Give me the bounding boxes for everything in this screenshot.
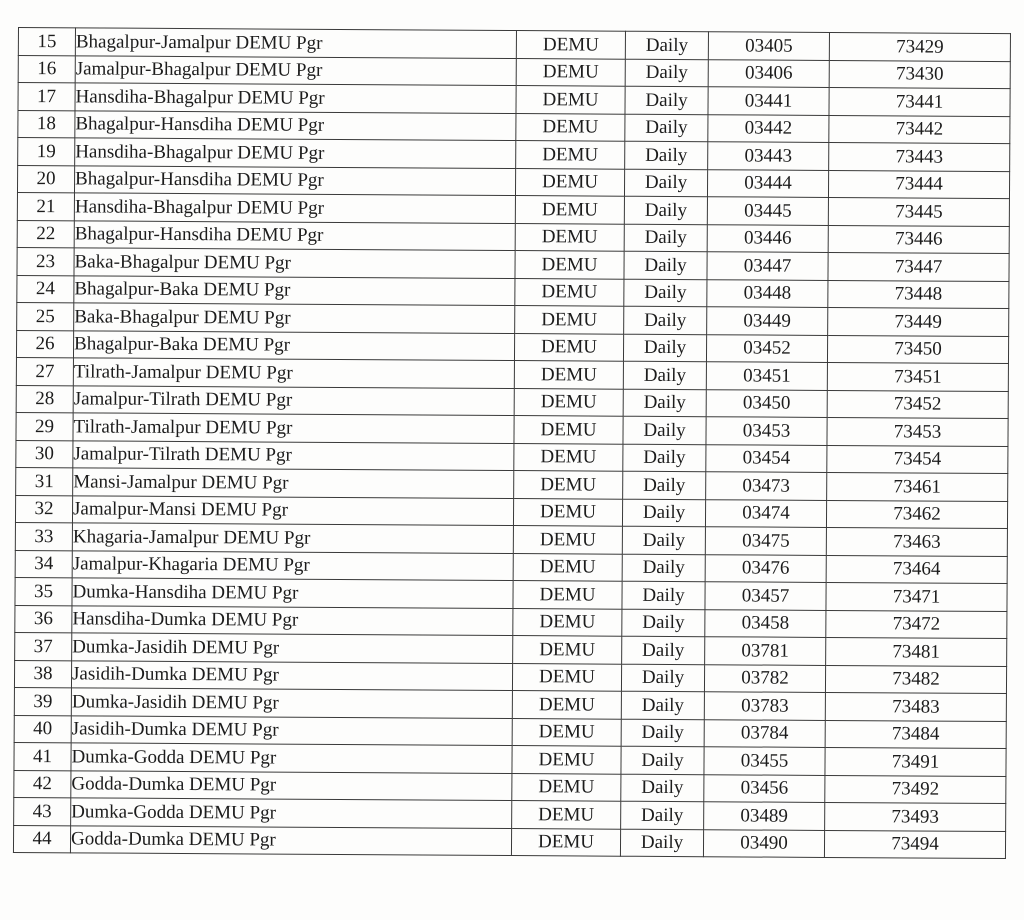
train-type-cell: DEMU xyxy=(512,746,621,774)
new-train-number-cell: 73463 xyxy=(826,527,1007,556)
train-type-cell: DEMU xyxy=(513,498,622,526)
frequency-cell: Daily xyxy=(624,279,707,307)
train-number-cell: 03475 xyxy=(705,527,826,555)
train-number-cell: 03443 xyxy=(708,142,829,170)
train-name-cell: Jasidih-Dumka DEMU Pgr xyxy=(71,660,512,690)
frequency-cell: Daily xyxy=(621,801,704,829)
train-number-cell: 03442 xyxy=(708,114,829,142)
train-type-cell: DEMU xyxy=(514,471,623,499)
train-type-cell: DEMU xyxy=(515,196,624,224)
train-number-cell: 03448 xyxy=(707,279,828,307)
table-body xyxy=(13,28,1010,859)
train-type-cell: DEMU xyxy=(516,86,625,114)
new-train-number-cell: 73491 xyxy=(825,747,1006,776)
train-type-cell: DEMU xyxy=(516,58,625,86)
train-type-cell: DEMU xyxy=(516,31,625,59)
train-number-cell: 03450 xyxy=(706,389,827,417)
frequency-cell: Daily xyxy=(623,389,706,417)
train-name-cell: Bhagalpur-Hansdiha DEMU Pgr xyxy=(74,165,515,195)
train-number-cell: 03458 xyxy=(705,609,826,637)
serial-number-cell: 42 xyxy=(14,770,71,798)
serial-number-cell: 17 xyxy=(18,83,75,111)
train-number-cell: 03451 xyxy=(706,362,827,390)
frequency-cell: Daily xyxy=(621,746,704,774)
train-type-cell: DEMU xyxy=(513,526,622,554)
serial-number-cell: 39 xyxy=(14,687,71,715)
train-name-cell: Baka-Bhagalpur DEMU Pgr xyxy=(74,248,515,278)
train-number-cell: 03781 xyxy=(705,637,826,665)
frequency-cell: Daily xyxy=(621,774,704,802)
train-type-cell: DEMU xyxy=(512,691,621,719)
frequency-cell: Daily xyxy=(624,251,707,279)
frequency-cell: Daily xyxy=(625,86,708,114)
new-train-number-cell: 73481 xyxy=(826,637,1007,666)
new-train-number-cell: 73492 xyxy=(825,775,1006,804)
serial-number-cell: 15 xyxy=(18,28,75,56)
new-train-number-cell: 73464 xyxy=(826,555,1007,584)
new-train-number-cell: 73450 xyxy=(827,335,1008,364)
train-name-cell: Jamalpur-Tilrath DEMU Pgr xyxy=(73,385,514,415)
train-type-cell: DEMU xyxy=(513,581,622,609)
train-type-cell: DEMU xyxy=(515,251,624,279)
frequency-cell: Daily xyxy=(624,306,707,334)
train-name-cell: Dumka-Godda DEMU Pgr xyxy=(71,798,512,828)
train-name-cell: Bhagalpur-Baka DEMU Pgr xyxy=(73,330,514,360)
serial-number-cell: 31 xyxy=(16,467,73,495)
frequency-cell: Daily xyxy=(621,691,704,719)
new-train-number-cell: 73449 xyxy=(828,307,1009,336)
frequency-cell: Daily xyxy=(622,554,705,582)
train-number-cell: 03453 xyxy=(706,417,827,445)
train-name-cell: Hansdiha-Bhagalpur DEMU Pgr xyxy=(75,138,516,168)
train-name-cell: Bhagalpur-Baka DEMU Pgr xyxy=(74,275,515,305)
train-type-cell: DEMU xyxy=(514,416,623,444)
new-train-number-cell: 73461 xyxy=(827,472,1008,501)
train-name-cell: Dumka-Godda DEMU Pgr xyxy=(71,743,512,773)
new-train-number-cell: 73442 xyxy=(829,115,1010,144)
new-train-number-cell: 73429 xyxy=(829,32,1010,61)
serial-number-cell: 33 xyxy=(15,522,72,550)
train-type-cell: DEMU xyxy=(512,663,621,691)
train-name-cell: Jamalpur-Bhagalpur DEMU Pgr xyxy=(75,55,516,85)
train-name-cell: Tilrath-Jamalpur DEMU Pgr xyxy=(73,358,514,388)
train-type-cell: DEMU xyxy=(512,718,621,746)
new-train-number-cell: 73471 xyxy=(826,582,1007,611)
train-number-cell: 03782 xyxy=(704,664,825,692)
frequency-cell: Daily xyxy=(625,141,708,169)
train-number-cell: 03490 xyxy=(703,829,824,857)
new-train-number-cell: 73451 xyxy=(827,362,1008,391)
serial-number-cell: 22 xyxy=(17,220,74,248)
frequency-cell: Daily xyxy=(623,361,706,389)
train-name-cell: Baka-Bhagalpur DEMU Pgr xyxy=(74,303,515,333)
serial-number-cell: 28 xyxy=(16,385,73,413)
train-number-cell: 03446 xyxy=(707,224,828,252)
train-name-cell: Jamalpur-Mansi DEMU Pgr xyxy=(72,495,513,525)
train-name-cell: Bhagalpur-Hansdiha DEMU Pgr xyxy=(75,110,516,140)
new-train-number-cell: 73447 xyxy=(828,252,1009,281)
train-number-cell: 03476 xyxy=(705,554,826,582)
new-train-number-cell: 73448 xyxy=(828,280,1009,309)
train-name-cell: Hansdiha-Bhagalpur DEMU Pgr xyxy=(74,193,515,223)
train-type-cell: DEMU xyxy=(514,388,623,416)
new-train-number-cell: 73445 xyxy=(828,197,1009,226)
train-number-cell: 03489 xyxy=(704,802,825,830)
train-number-cell: 03473 xyxy=(706,472,827,500)
train-name-cell: Dumka-Jasidih DEMU Pgr xyxy=(72,633,513,663)
train-name-cell: Bhagalpur-Jamalpur DEMU Pgr xyxy=(75,28,516,58)
serial-number-cell: 38 xyxy=(14,660,71,688)
frequency-cell: Daily xyxy=(625,59,708,87)
train-type-cell: DEMU xyxy=(514,333,623,361)
train-name-cell: Godda-Dumka DEMU Pgr xyxy=(71,770,512,800)
train-number-cell: 03456 xyxy=(704,774,825,802)
train-number-cell: 03474 xyxy=(705,499,826,527)
new-train-number-cell: 73483 xyxy=(825,692,1006,721)
serial-number-cell: 34 xyxy=(15,550,72,578)
new-train-number-cell: 73494 xyxy=(824,830,1005,859)
serial-number-cell: 43 xyxy=(14,797,71,825)
frequency-cell: Daily xyxy=(621,664,704,692)
train-name-cell: Jamalpur-Tilrath DEMU Pgr xyxy=(73,440,514,470)
train-number-cell: 03406 xyxy=(708,59,829,87)
serial-number-cell: 18 xyxy=(18,110,75,138)
train-number-cell: 03449 xyxy=(707,307,828,335)
train-type-cell: DEMU xyxy=(513,553,622,581)
serial-number-cell: 30 xyxy=(16,440,73,468)
frequency-cell: Daily xyxy=(623,471,706,499)
serial-number-cell: 25 xyxy=(17,302,74,330)
train-type-cell: DEMU xyxy=(514,361,623,389)
frequency-cell: Daily xyxy=(622,581,705,609)
train-name-cell: Hansdiha-Bhagalpur DEMU Pgr xyxy=(75,83,516,113)
train-type-cell: DEMU xyxy=(512,773,621,801)
frequency-cell: Daily xyxy=(624,169,707,197)
train-type-cell: DEMU xyxy=(516,141,625,169)
serial-number-cell: 16 xyxy=(18,55,75,83)
train-type-cell: DEMU xyxy=(512,801,621,829)
train-number-cell: 03452 xyxy=(706,334,827,362)
frequency-cell: Daily xyxy=(623,444,706,472)
serial-number-cell: 37 xyxy=(15,632,72,660)
serial-number-cell: 19 xyxy=(18,138,75,166)
frequency-cell: Daily xyxy=(622,526,705,554)
train-number-cell: 03783 xyxy=(704,692,825,720)
new-train-number-cell: 73452 xyxy=(827,390,1008,419)
train-type-cell: DEMU xyxy=(513,608,622,636)
train-name-cell: Khagaria-Jamalpur DEMU Pgr xyxy=(72,523,513,553)
train-number-cell: 03455 xyxy=(704,747,825,775)
train-type-cell: DEMU xyxy=(513,636,622,664)
train-name-cell: Jamalpur-Khagaria DEMU Pgr xyxy=(72,550,513,580)
train-type-cell: DEMU xyxy=(516,113,625,141)
serial-number-cell: 20 xyxy=(17,165,74,193)
serial-number-cell: 26 xyxy=(16,330,73,358)
new-train-number-cell: 73482 xyxy=(825,665,1006,694)
frequency-cell: Daily xyxy=(624,196,707,224)
train-type-cell: DEMU xyxy=(515,278,624,306)
new-train-number-cell: 73453 xyxy=(827,417,1008,446)
new-train-number-cell: 73484 xyxy=(825,720,1006,749)
train-name-cell: Bhagalpur-Hansdiha DEMU Pgr xyxy=(74,220,515,250)
train-type-cell: DEMU xyxy=(515,223,624,251)
frequency-cell: Daily xyxy=(622,499,705,527)
train-name-cell: Hansdiha-Dumka DEMU Pgr xyxy=(72,605,513,635)
frequency-cell: Daily xyxy=(625,31,708,59)
train-type-cell: DEMU xyxy=(511,828,620,856)
train-name-cell: Mansi-Jamalpur DEMU Pgr xyxy=(73,468,514,498)
serial-number-cell: 24 xyxy=(17,275,74,303)
train-name-cell: Dumka-Jasidih DEMU Pgr xyxy=(71,688,512,718)
frequency-cell: Daily xyxy=(624,224,707,252)
train-type-cell: DEMU xyxy=(514,443,623,471)
serial-number-cell: 32 xyxy=(15,495,72,523)
train-number-cell: 03445 xyxy=(707,197,828,225)
table-row xyxy=(13,825,1005,859)
new-train-number-cell: 73462 xyxy=(826,500,1007,529)
train-number-cell: 03457 xyxy=(705,582,826,610)
serial-number-cell: 36 xyxy=(15,605,72,633)
frequency-cell: Daily xyxy=(623,416,706,444)
train-name-cell: Tilrath-Jamalpur DEMU Pgr xyxy=(73,413,514,443)
train-number-cell: 03444 xyxy=(707,169,828,197)
serial-number-cell: 40 xyxy=(14,715,71,743)
serial-number-cell: 41 xyxy=(14,742,71,770)
frequency-cell: Daily xyxy=(622,636,705,664)
train-name-cell: Jasidih-Dumka DEMU Pgr xyxy=(71,715,512,745)
train-type-cell: DEMU xyxy=(515,168,624,196)
serial-number-cell: 21 xyxy=(17,192,74,220)
train-number-cell: 03447 xyxy=(707,252,828,280)
frequency-cell: Daily xyxy=(622,609,705,637)
train-type-cell: DEMU xyxy=(515,306,624,334)
serial-number-cell: 23 xyxy=(17,247,74,275)
new-train-number-cell: 73444 xyxy=(828,170,1009,199)
new-train-number-cell: 73454 xyxy=(827,445,1008,474)
new-train-number-cell: 73441 xyxy=(829,87,1010,116)
serial-number-cell: 29 xyxy=(16,412,73,440)
new-train-number-cell: 73472 xyxy=(826,610,1007,639)
frequency-cell: Daily xyxy=(623,334,706,362)
new-train-number-cell: 73446 xyxy=(828,225,1009,254)
serial-number-cell: 27 xyxy=(16,357,73,385)
train-number-cell: 03784 xyxy=(704,719,825,747)
train-name-cell: Dumka-Hansdiha DEMU Pgr xyxy=(72,578,513,608)
frequency-cell: Daily xyxy=(621,719,704,747)
train-number-cell: 03441 xyxy=(708,87,829,115)
serial-number-cell: 35 xyxy=(15,577,72,605)
new-train-number-cell: 73443 xyxy=(829,142,1010,171)
serial-number-cell: 44 xyxy=(13,825,70,853)
train-number-cell: 03405 xyxy=(708,32,829,60)
new-train-number-cell: 73430 xyxy=(829,60,1010,89)
train-schedule-table xyxy=(13,27,1011,859)
frequency-cell: Daily xyxy=(620,829,703,857)
train-number-cell: 03454 xyxy=(706,444,827,472)
train-name-cell: Godda-Dumka DEMU Pgr xyxy=(70,825,511,855)
new-train-number-cell: 73493 xyxy=(825,802,1006,831)
frequency-cell: Daily xyxy=(625,114,708,142)
